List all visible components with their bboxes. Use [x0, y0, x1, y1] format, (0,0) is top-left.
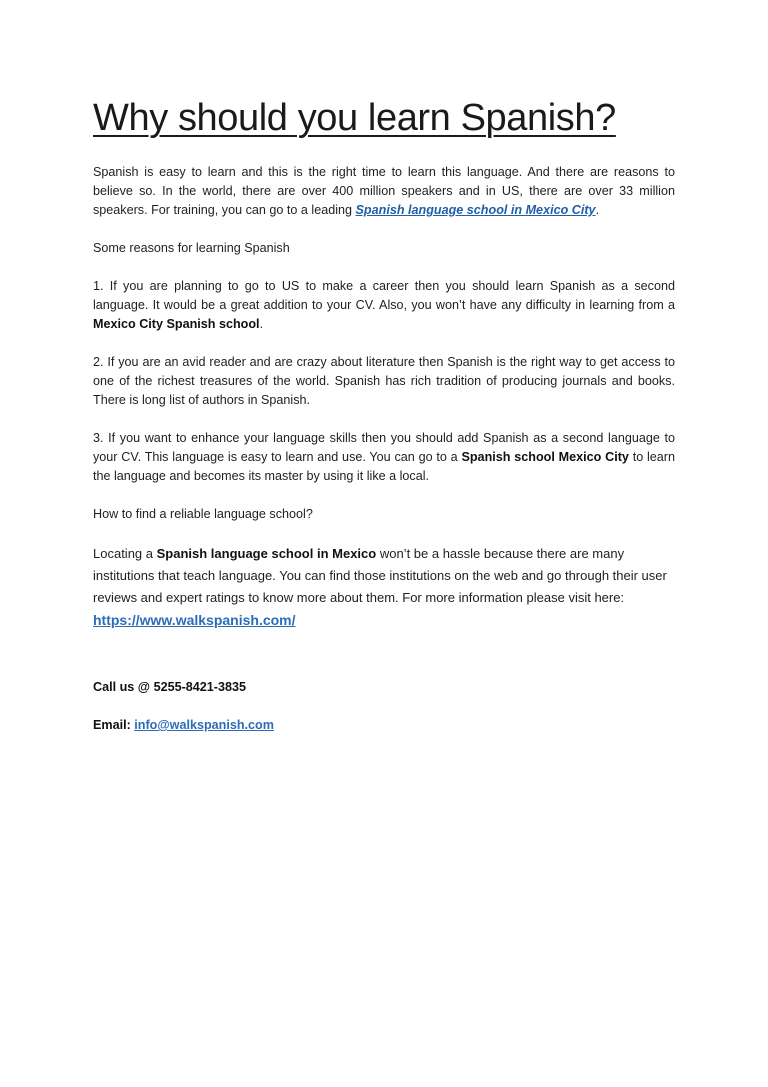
reason-3-text: 3. If you want to enhance your language skills then you should add Spanish as a second language to your CV. This language is easy to learn and use. You can go to a — [93, 431, 675, 464]
locating-paragraph — [93, 543, 675, 632]
reason-3-bold: Spanish school Mexico City — [461, 450, 629, 464]
reason-1-end: . — [259, 317, 264, 331]
find-heading: How to find a reliable language school? — [93, 507, 313, 521]
reason-1-bold: Mexico City Spanish school — [93, 317, 260, 331]
intro-end: . — [595, 203, 600, 217]
intro-text: Spanish is easy to learn and this is the right time to learn this language. And there are reasons to believe so. In the world, there are over 400 million speakers and in US, there are over 33 million speakers. For training, you can go to a leading — [93, 165, 675, 217]
page-title: Why should you learn Spanish? — [93, 97, 616, 139]
document-page — [93, 92, 675, 734]
reason-1 — [93, 277, 675, 334]
reason-1-text: 1. If you are planning to go to US to make a career then you should learn Spanish as a second language. It would be a great addition to your CV. Also, you won’t have any difficulty in learning from a — [93, 279, 675, 312]
intro-paragraph — [93, 163, 675, 220]
spanish-school-mexico-city-link[interactable]: Spanish language school in Mexico City — [355, 203, 596, 217]
email-link[interactable]: info@walkspanish.com — [134, 718, 274, 732]
call-us: Call us @ 5255-8421-3835 — [93, 680, 247, 694]
locating-text: won’t be a hassle because there are many institutions that teach language. You can find those institutions on the web and go through their user reviews and expert ratings to know more about them. For more information please visit here: — [93, 546, 667, 605]
reason-2: 2. If you are an avid reader and are crazy about literature then Spanish is the right way to get access to one of the richest treasures of the world. Spanish has rich tradition of producing journals and books. There is long list of authors in Spanish. — [93, 355, 675, 407]
email-label: Email: — [93, 718, 135, 732]
email-line — [93, 716, 675, 734]
walkspanish-url-link[interactable]: https://www.walkspanish.com/ — [93, 612, 296, 628]
locating-start: Locating a — [93, 546, 157, 561]
reasons-heading: Some reasons for learning Spanish — [93, 241, 290, 255]
reason-3 — [93, 429, 675, 486]
locating-bold: Spanish language school in Mexico — [156, 546, 377, 561]
reason-3-end: to learn the language and becomes its master by using it like a local. — [93, 450, 675, 483]
